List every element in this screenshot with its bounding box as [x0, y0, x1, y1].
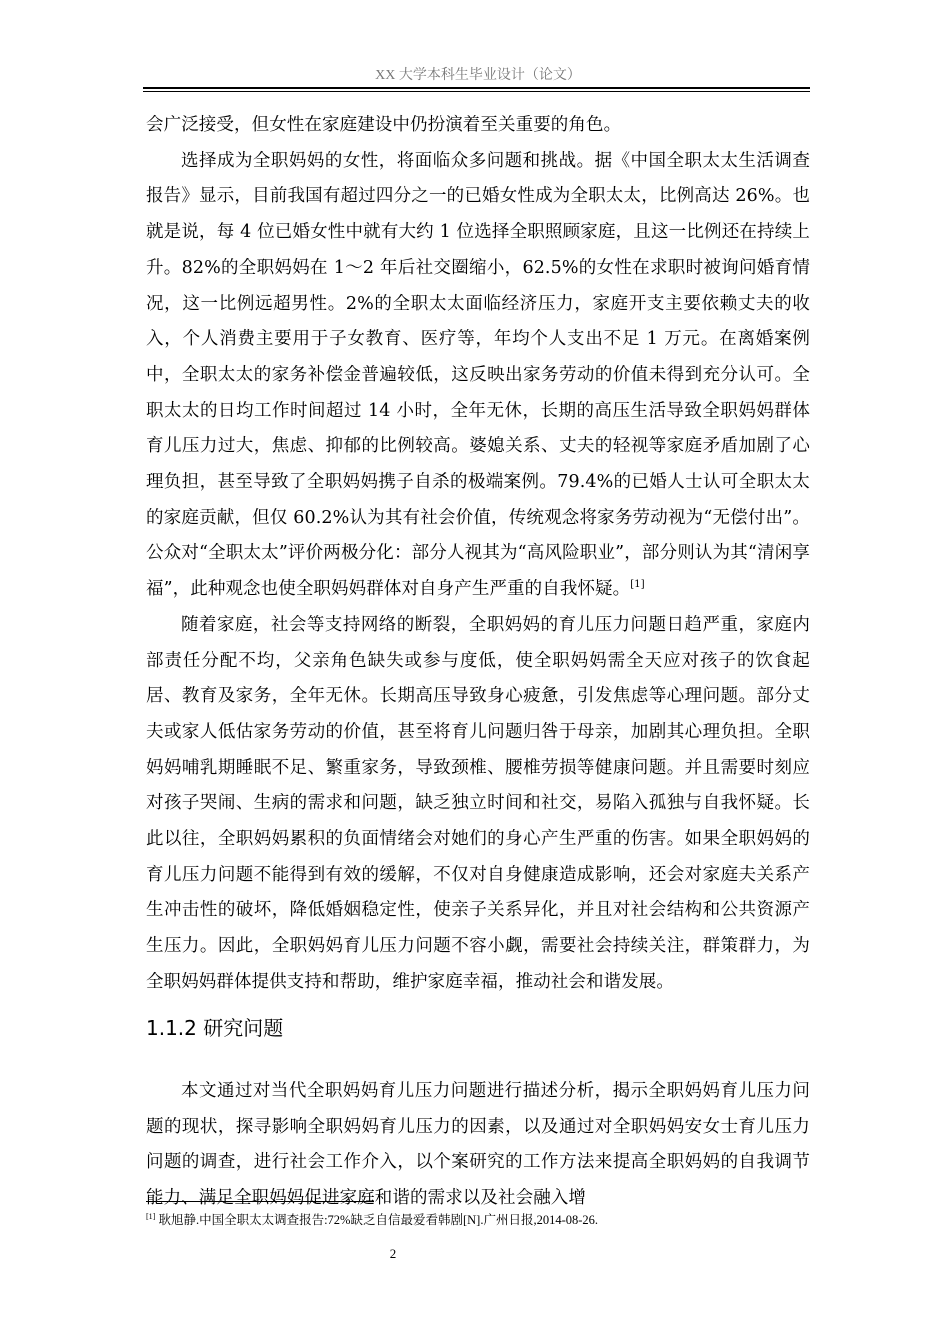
footnote-divider: [146, 1201, 374, 1202]
section-heading: 1.1.2 研究问题: [146, 1016, 284, 1040]
header-rule-thick: [143, 87, 810, 89]
page-number: 2: [389, 1246, 397, 1261]
paragraph: 会广泛接受，但女性在家庭建设中仍扮演着至关重要的角色。: [146, 115, 622, 135]
citation-mark[interactable]: [1]: [630, 579, 645, 591]
paragraph: [146, 144, 810, 608]
header-rule-thin: [143, 91, 810, 92]
paragraph-text: 选择成为全职妈妈的女性，将面临众多问题和挑战。据《中国全职太太生活调查报告》显示，目前我国有超过四分之一的已婚女性成为全职太太，比例高达 26%。也就是说，每 4 位已婚女性中就有大约 1 位选择全职照顾家庭，且这一比例还在持续上升。82%的全职妈妈在 1～2 年后社交圈缩小，62.5%的女性在求职时被询问婚育情况，这一比例远超男性。2%的全职太太面临经济压力，家庭开支主要依赖丈夫的收入，个人消费主要用于子女教育、医疗等，年均个人支出不足 1 万元。在离婚案例中，全职太太的家务补偿金普遍较低，这反映出家务劳动的价值未得到充分认可。全职太太的日均工作时间超过 14 小时，全年无休，长期的高压生活导致全职妈妈群体育儿压力过大，焦虑、抑郁的比例较高。婆媳关系、丈夫的轻视等家庭矛盾加剧了心理负担，甚至导致了全职妈妈携子自杀的极端案例。79.4%的已婚人士认可全职太太的家庭贡献，但仅 60.2%认为其有社会价值，传统观念将家务劳动视为“无偿付出”。公众对“全职太太”评价两极分化：部分人视其为“高风险职业”，部分则认为其“清闲享福”，此种观念也使全职妈妈群体对自身产生严重的自我怀疑。: [146, 150, 810, 600]
body-text: [146, 108, 810, 1001]
section-body: [146, 1074, 810, 1217]
paragraph: 随着家庭，社会等支持网络的断裂，全职妈妈的育儿压力问题日趋严重，家庭内部责任分配不均，父亲角色缺失或参与度低，使全职妈妈需全天应对孩子的饮食起居、教育及家务，全年无休。长期高压导致身心疲惫，引发焦虑等心理问题。部分丈夫或家人低估家务劳动的价值，甚至将育儿问题归咎于母亲，加剧其心理负担。全职妈妈哺乳期睡眠不足、繁重家务，导致颈椎、腰椎劳损等健康问题。并且需要时刻应对孩子哭闹、生病的需求和问题，缺乏独立时间和社交，易陷入孤独与自我怀疑。长此以往，全职妈妈累积的负面情绪会对她们的身心产生严重的伤害。如果全职妈妈的育儿压力问题不能得到有效的缓解，不仅对自身健康造成影响，还会对家庭夫关系产生冲击性的破坏，降低婚姻稳定性，使亲子关系异化，并且对社会结构和公共资源产生压力。因此，全职妈妈育儿压力问题不容小觑，需要社会持续关注，群策群力，为全职妈妈群体提供支持和帮助，维护家庭幸福，推动社会和谐发展。: [146, 614, 810, 992]
paragraph: 本文通过对当代全职妈妈育儿压力问题进行描述分析，揭示全职妈妈育儿压力问题的现状，探寻影响全职妈妈育儿压力的因素，以及通过对全职妈妈安女士育儿压力问题的调查，进行社会工作介入，以个案研究的工作方法来提高全职妈妈的自我调节能力、满足全职妈妈促进家庭和谐的需求以及社会融入增: [146, 1081, 810, 1209]
footnote-mark: [1]: [146, 1211, 156, 1221]
footnote-text: 耿旭静.中国全职太太调查报告:72%缺乏自信最爱看韩剧[N].广州日报,2014-08-26.: [155, 1213, 599, 1227]
page-header: XX 大学本科生毕业设计（论文）: [375, 68, 581, 83]
footnote: [146, 1210, 598, 1228]
